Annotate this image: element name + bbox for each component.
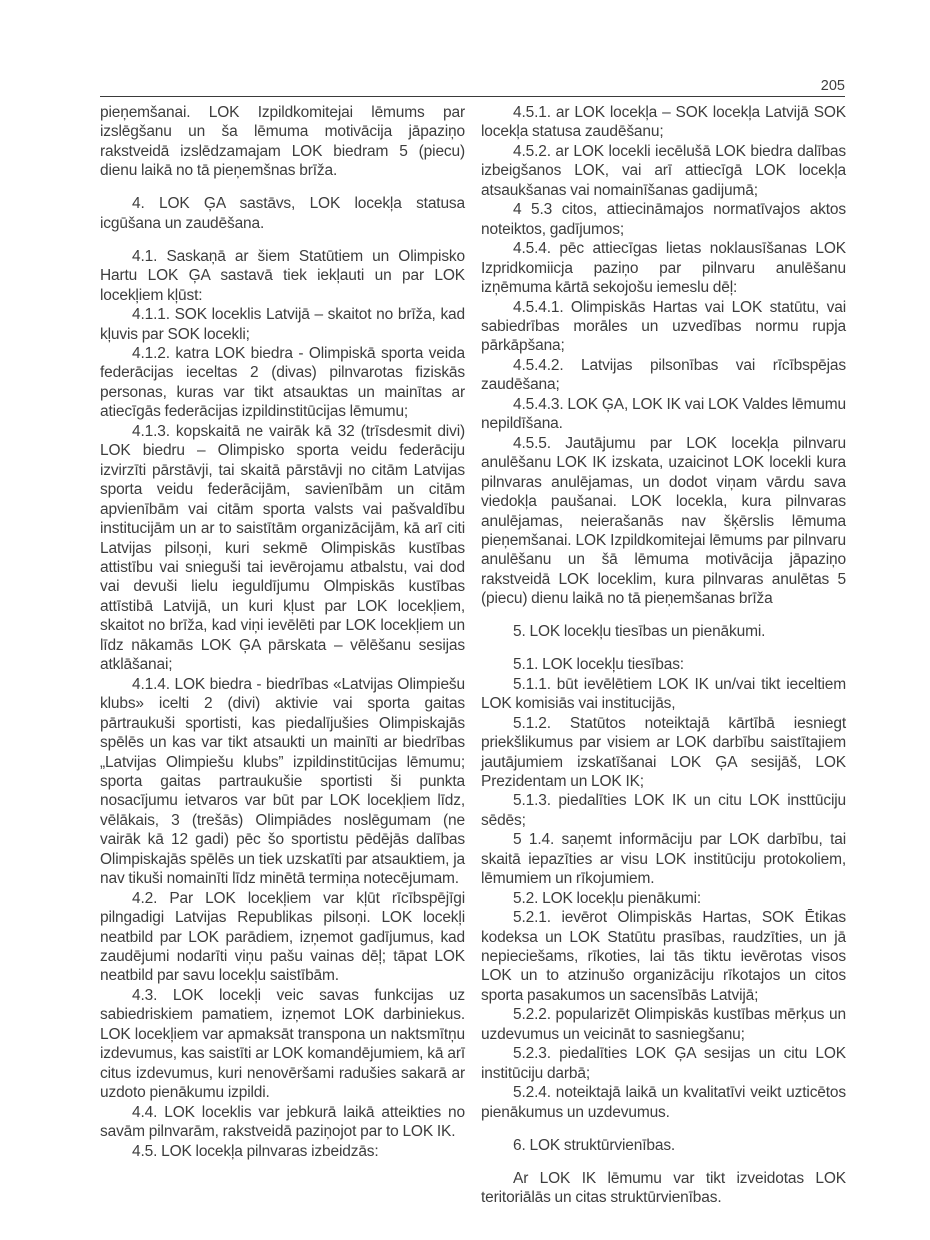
paragraph: 4.3. LOK locekļi veic savas funkcijas uz sabiedriskiem pamatiem, izņemot LOK darbiniekus. LOK locekļiem var apmaksāt transpona un naktsmītņu izdevumus, kas saistīti ar LOK komandējumiem, kā arī citus izdevumus, kuri nenovēršami radušies sakarā ar uzdoto pienākumu izpildi. xyxy=(100,986,465,1102)
paragraph: 5.2.4. noteiktajā laikā un kvalitatīvi veikt uzticētos pienākumus un uzdevumus. xyxy=(481,1084,846,1121)
paragraph: 5.1. LOK locekļu tiesības: xyxy=(513,656,684,674)
paragraph: Ar LOK IK lēmumu var tikt izveidotas LOK teritoriālās un citas struktūrvienības. xyxy=(481,1169,846,1207)
paragraph: 6. LOK struktūrvienības. xyxy=(513,1136,676,1154)
paragraph: 5.1.2. Statūtos noteiktajā kārtībā iesniegt priekšlikumus par visiem ar LOK darbību saistītajiem jautājumiem izskatīšanai LOK ĢA sesijāš, LOK Prezidentam un LOK IK; xyxy=(481,714,846,790)
paragraph: 4.1.3. kopskaitā ne vairāk kā 32 (trīsdesmit divi) LOK biedru – Olimpisko sporta veidu federāciju izvirzīti pārstāvji, tai skaitā pārstāvji no citām Latvijas sporta veidu federācijām, savienībām un citām apvienībām vai citām sporta valsts vai pašvaldību institucijām un ar to saistītām organizācijām, kā arī citi Latvijas pilsoņi, kuri sekmē Olimpiskās kustības attistību vai snieguši tai ievērojamu atbalstu, vai dod vai devuši lielu ieguldījumu Olmpiskās kustības attīstibā Latvijā, un kuri kļust par LOK locekļiem, skaitot no brīža, kad viņi ievēlēti par LOK locekļiem un līdz nākamās LOK ĢA pārskata – vēlēšanu sesijas atklāšanai; xyxy=(100,422,465,674)
paragraph: 4.4. LOK loceklis var jebkurā laikā atteikties no savām pilnvarām, rakstveidā paziņojot par to LOK IK. xyxy=(100,1103,465,1141)
right-column xyxy=(481,103,846,1207)
paragraph: 4.5.4. pēc attiecīgas lietas noklausīšanas LOK Izpridkomiicja paziņo par pilnvaru anulēšanu izņēmuma kārtā sekojošu iemeslu dēļ: xyxy=(481,240,846,297)
left-column xyxy=(100,103,465,1207)
paragraph: 4.5.4.2. Latvijas pilsonības vai rīcībspējas zaudēšana; xyxy=(481,356,846,394)
paragraph: 4.5.5. Jautājumu par LOK locekļa pilnvaru anulēšanu LOK IK izskata, uzaicinot LOK locekli kura pilnvaras anulējamas, un dodot viņam vārdu sava viedokļa paušanai. LOK locekla, kura pilnvaras anulējamas, neierašanās nav šķērslis lēmuma pieņemšanai. LOK Izpildkomitejai lēmums par pilnvaru anulēšanu un šā lēmuma motivācija jāpaziņo rakstveidā LOK loceklim, kura pilnvaras anulētas 5 (piecu) dienu laikā no tā pieņemšanas brīža xyxy=(481,434,846,608)
page-number: 205 xyxy=(820,78,845,94)
header-rule xyxy=(100,96,845,97)
paragraph: 4.5.2. ar LOK locekli iecēlušā LOK biedra dalības izbeigšanos LOK, vai arī attiecīgā LOK locekļa atsaukšanas vai nomainīšanas gadijumā; xyxy=(481,142,846,199)
paragraph: 5.2. LOK locekļu pienākumi: xyxy=(513,889,702,907)
paragraph: 5.2.3. piedalīties LOK ĢA sesijas un citu LOK institūciju darbā; xyxy=(481,1045,846,1082)
paragraph: 4.5. LOK locekļa pilnvaras izbeidzās: xyxy=(132,1142,379,1160)
paragraph: 5. LOK locekļu tiesības un pienākumi. xyxy=(513,623,766,641)
paragraph: 4. LOK ĢA sastāvs, LOK locekļa statusa icgūšana un zaudēšana. xyxy=(100,195,465,232)
paragraph: 4.5.1. ar LOK locekļa – SOK locekļa Latvijā SOK locekļa statusa zaudēšanu; xyxy=(481,104,846,141)
paragraph: 4 5.3 citos, attiecināmajos normatīvajos aktos noteiktos, gadījumos; xyxy=(481,201,846,238)
paragraph: 5.2.1. ievērot Olimpiskās Hartas, SOK Ētikas kodeksa un LOK Statūtu prasības, raudzīties, un jā nepieciešams, rīkoties, lai tās tiktu ievērotas visos LOK un to atzinušo organizāciju rīkotajos un citos sporta pasakumos un sacensībās Latvijā; xyxy=(481,909,846,1004)
paragraph: 4.1. Saskaņā ar šiem Statūtiem un Olimpisko Hartu LOK ĢA sastavā tiek iekļauti un par LOK locekļiem kļūst: xyxy=(100,247,465,304)
paragraph: 5.1.1. būt ievēlētiem LOK IK un/vai tikt ieceltiem LOK komisiās vai institucijās, xyxy=(481,675,846,713)
paragraph: 4.5.4.3. LOK ĢA, LOK IK vai LOK Valdes lēmumu nepildīšana. xyxy=(481,395,846,433)
paragraph: 5.1.3. piedalīties LOK IK un citu LOK insttūciju sēdēs; xyxy=(481,792,846,829)
paragraph: 5 1.4. saņemt informāciju par LOK darbību, tai skaitā iepazīties ar visu LOK institūciju protokoliem, lēmumiem un rīkojumiem. xyxy=(481,831,846,888)
paragraph: 4.1.4. LOK biedra - biedrības «Latvijas Olimpiešu klubs» icelti 2 (divi) aktivie vai sporta gaitas pārtraukuši sportisti, kas piedalījušies Olimpiskajās spēlēs un kas var tikt atsaukti un mainīti ar biedrības „Latvijas Olimpiešu klubs” izpildinstitūcijas lēmumu; sporta gaitas partraukušie sportisti ši punkta nosacījumu ietvaros var būt par LOK locekļiem līdz, vēlākais, 3 (trešās) Olimpiādes noslēgumam (ne vairāk kā 12 gadi) pēc šo sportistu pēdējās dalības Olimpiskajās spēlēs un tiek uzskatīti par atsauktiem, ja nav tikuši nomainīti līdz minētā termiņa notecējumam. xyxy=(100,675,465,888)
paragraph: 4.5.4.1. Olimpiskās Hartas vai LOK statūtu, vai sabiedrības morāles un uzvedības normu rupja pārkāpšana; xyxy=(481,298,846,355)
paragraph: 4.1.1. SOK loceklis Latvijā – skaitot no brīža, kad kļuvis par SOK locekli; xyxy=(100,306,465,343)
paragraph: pieņemšanai. LOK Izpildkomitejai lēmums par izslēgšanu un ša lēmuma motivācija jāpaziņo rakstveidā izslēdzamajam LOK biedram 5 (piecu) dienu laikā no tā pieņemšnas brīža. xyxy=(100,104,465,180)
paragraph: 5.2.2. popularizēt Olimpiskās kustības mērķus un uzdevumus un veicināt to sasniegšanu; xyxy=(481,1006,846,1043)
paragraph: 4.1.2. katra LOK biedra - Olimpiskā sporta veida federācijas ieceltas 2 (divas) pilnvarotas fiziskās personas, kuras var tikt atsauktas un mainītas ar atiecīgās federācijas izpildinstitūcijas lēmumu; xyxy=(100,344,465,421)
page-content xyxy=(100,103,846,1207)
paragraph: 4.2. Par LOK locekļiem var kļūt rīcībspējīgi pilngadigi Latvijas Republikas pilsoņi. LOK locekļi neatbild par LOK parādiem, izņemot gadījumus, kad zaudējumi nodarīti viņu pašu vainas dēļ; tāpat LOK neatbild par savu locekļu saistībām. xyxy=(100,889,465,985)
